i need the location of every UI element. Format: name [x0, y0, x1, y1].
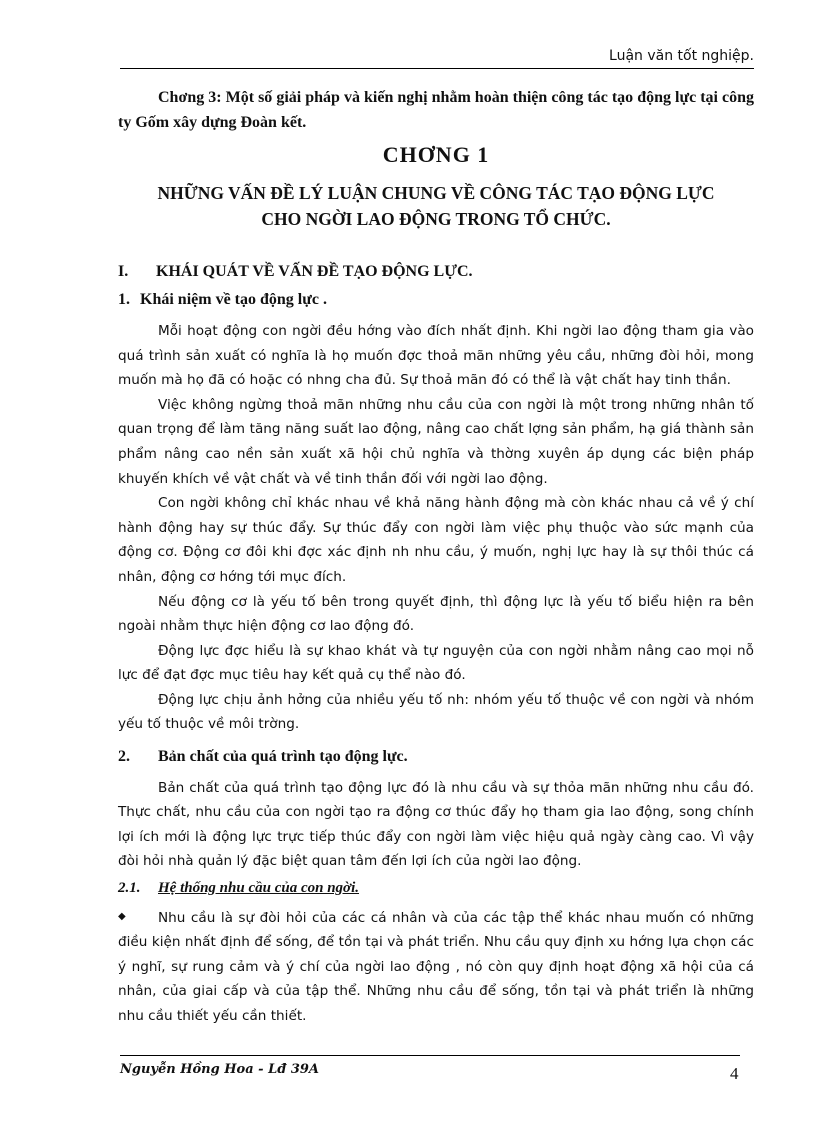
- diamond-bullet-icon: ◆: [118, 910, 126, 922]
- subsection-1-number: 1.: [118, 291, 130, 309]
- chapter-title: [118, 180, 754, 232]
- subsection-1-title: Khái niệm về tạo động lực .: [140, 291, 327, 309]
- footer-rule: [120, 1055, 740, 1056]
- subsection-2-heading: [118, 745, 754, 770]
- header-rule: [120, 68, 754, 69]
- paragraph: Động lực đợc hiểu là sự khao khát và tự nguyện của con ngời nhằm nâng cao mọi nỗ lực để đạt đợc mục tiêu hay kết quả cụ thể nào đó.: [118, 642, 754, 684]
- chapter-3-intro: Chơng 3: Một số giải pháp và kiến nghị nhằm hoàn thiện công tác tạo động lực tại công ty Gốm xây dựng Đoàn kết.: [118, 89, 754, 131]
- section-number: I.: [118, 262, 129, 280]
- subsection-2-1-number: 2.1.: [118, 880, 141, 897]
- chapter-title-line-2: CHO NGỜI LAO ĐỘNG TRONG TỔ CHỨC.: [261, 208, 611, 229]
- section-title: KHÁI QUÁT VỀ VẤN ĐỀ TẠO ĐỘNG LỰC.: [156, 262, 473, 280]
- subsection-2-1-title: Hệ thống nhu cầu của con ngời.: [158, 880, 360, 897]
- page-header-title: Luận văn tốt nghiệp.: [609, 48, 754, 64]
- page-number: 4: [730, 1064, 739, 1083]
- bullet-text: Nhu cầu là sự đòi hỏi của các cá nhân và của các tập thể khác nhau muốn có những điều kiện nhất định để sống, để tồn tại và phát triển. Nhu cầu quy định xu hớng lựa chọn các ý nghĩ, sự rung cảm và ý chí của ngời lao động , nó còn quy định hoạt động xã hội của cá nhân, của giai cấp và của tập thể. Những nhu cầu để sống, tồn tại và phát triển là những nhu cầu thiết yếu cần thiết.: [118, 909, 754, 1024]
- chapter-label: CHƠNG 1: [382, 142, 490, 168]
- paragraph: Việc không ngừng thoả mãn những nhu cầu của con ngời là một trong những nhân tố quan trọng để làm tăng năng suất lao động, nâng cao chất lợng sản phẩm, hạ giá thành sản phẩm nâng cao nền sản xuất xã hội chủ nghĩa và thờng xuyên áp dụng các biện pháp khuyến khích về vật chất và về tinh thần đối với ngời lao động.: [118, 396, 754, 487]
- subsection-2-number: 2.: [118, 748, 130, 766]
- bullet-paragraph: [118, 905, 754, 1029]
- paragraph: Nếu động cơ là yếu tố bên trong quyết định, thì động lực là yếu tố biểu hiện ra bên ngoài nhằm thực hiện động cơ lao động đó.: [118, 593, 754, 635]
- subsection-1-heading: [118, 288, 754, 313]
- section-heading: [118, 260, 754, 285]
- paragraph: Bản chất của quá trình tạo động lực đó là nhu cầu và sự thỏa mãn những nhu cầu đó. Thực chất, nhu cầu của con ngời tạo ra động cơ thúc đẩy họ tham gia lao động, song chính lợi ích mới là động lực trực tiếp thúc đẩy con ngời làm việc hiệu quả ngày càng cao. Vì vậy đòi hỏi nhà quản lý đặc biệt quan tâm đến lợi ích của ngời lao động.: [118, 779, 754, 870]
- subsection-2-1-heading: [118, 876, 754, 901]
- paragraph: Mỗi hoạt động con ngời đều hớng vào đích nhất định. Khi ngời lao động tham gia vào quá trình sản xuất có nghĩa là họ muốn đợc thoả mãn những yêu cầu, những đòi hỏi, mong muốn mà họ đã có hoặc có nhng cha đủ. Sự thoả mãn đó có thể là vật chất hay tinh thần.: [118, 322, 754, 389]
- subsection-2-title: Bản chất của quá trình tạo động lực.: [158, 748, 408, 766]
- paragraph: Động lực chịu ảnh hởng của nhiều yếu tố nh: nhóm yếu tố thuộc về con ngời và nhóm yếu tố thuộc về môi trờng.: [118, 691, 754, 733]
- document-body: [118, 86, 754, 1029]
- footer-author: Nguyễn Hồng Hoa - Lđ 39A: [120, 1062, 320, 1077]
- paragraph: Con ngời không chỉ khác nhau về khả năng hành động mà còn khác nhau cả về ý chí hành động hay sự thúc đẩy. Sự thúc đẩy con ngời làm việc phụ thuộc vào sức mạnh của động cơ. Động cơ đôi khi đợc xác định nh nhu cầu, ý muốn, nghị lực hay là sự thôi thúc cá nhân, động cơ hớng tới mục đích.: [118, 495, 754, 585]
- chapter-title-line-1: NHỮNG VẤN ĐỀ LÝ LUẬN CHUNG VỀ CÔNG TÁC TẠO ĐỘNG LỰC: [157, 182, 715, 203]
